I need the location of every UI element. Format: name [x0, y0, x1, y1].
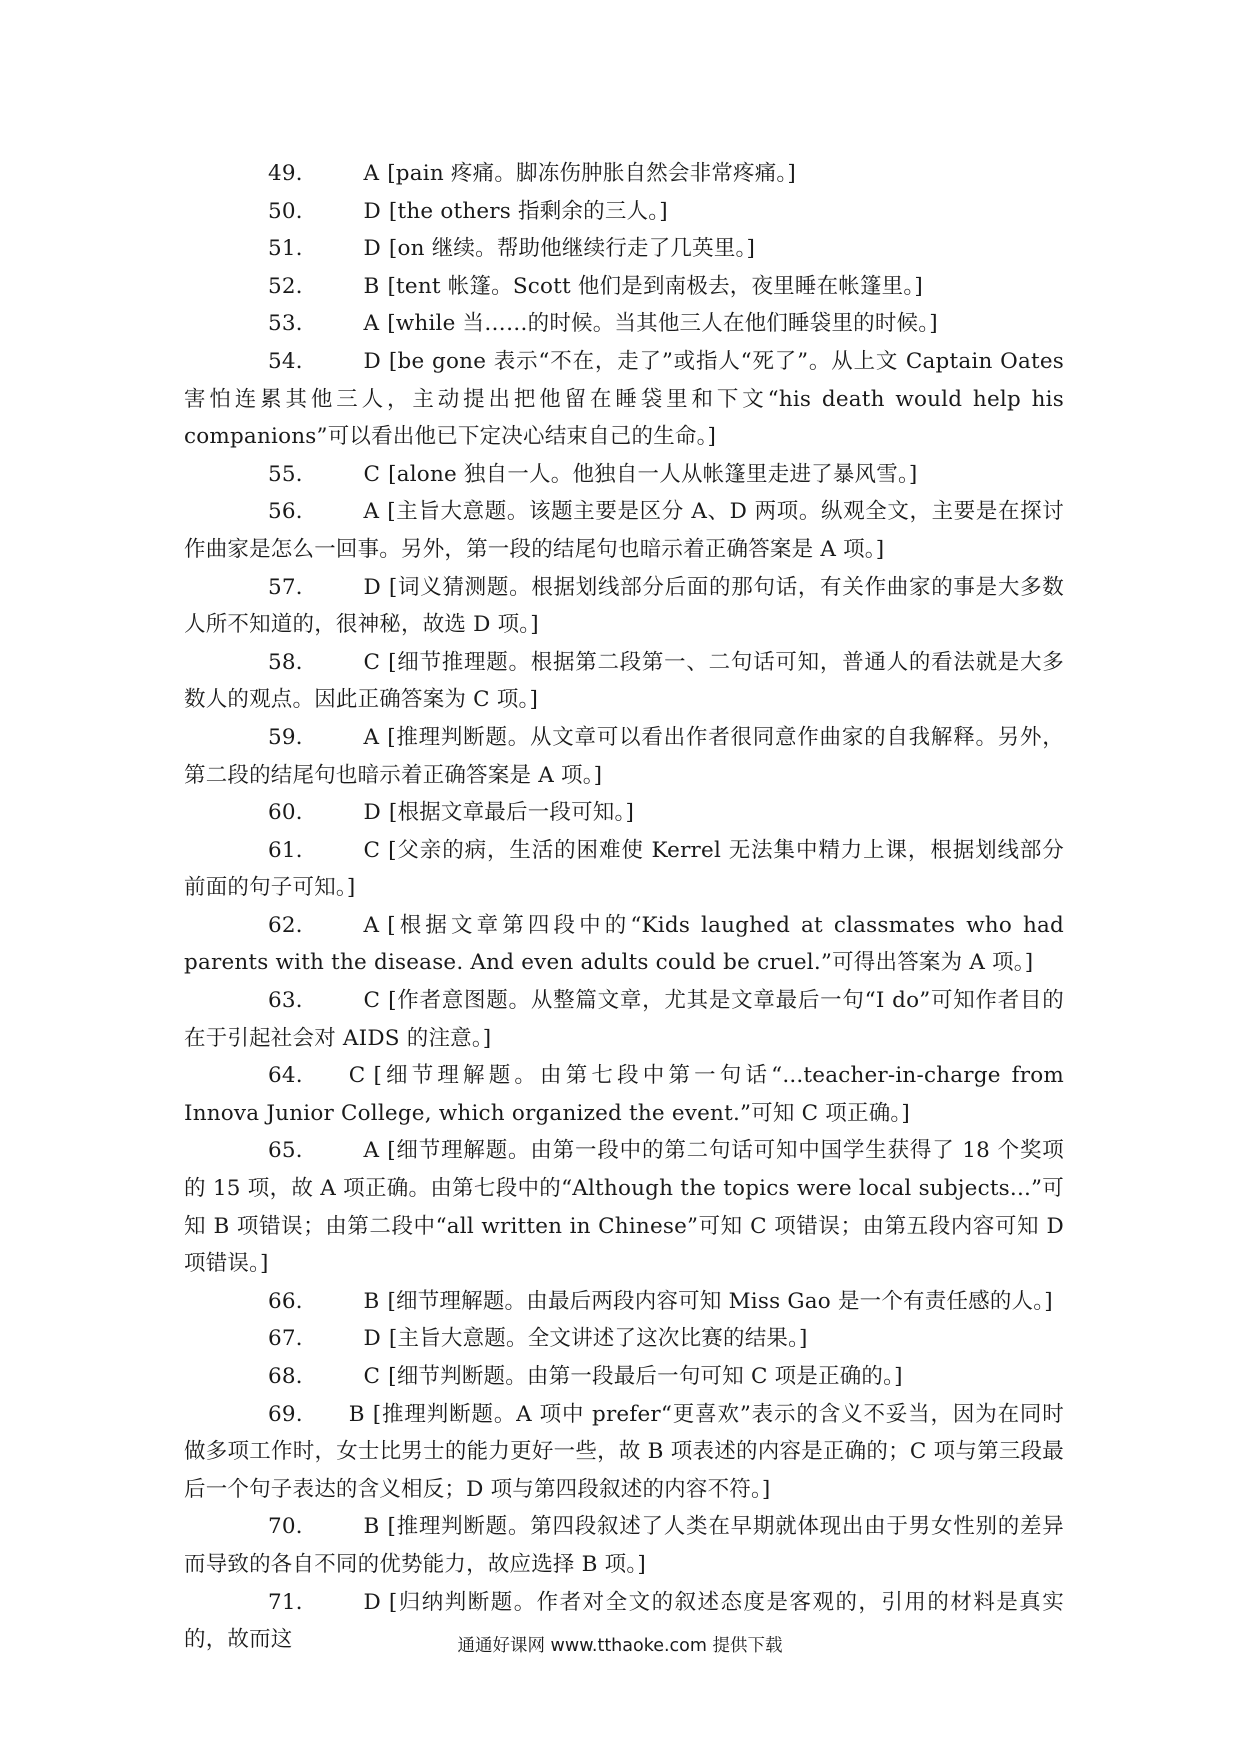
answer-letter: B: [363, 1288, 380, 1314]
answer-explanation: [作者意图题。从整篇文章，尤其是文章最后一句“I do”可知作者目的在于引起社会对 AIDS 的注意。]: [184, 988, 1064, 1051]
answer-item: [184, 493, 1064, 568]
question-number: 67．: [268, 1326, 318, 1352]
answer-letter: C: [348, 1063, 366, 1089]
answer-explanation: [alone 独自一人。他独自一人从帐篷里走进了暴风雪。]: [388, 461, 918, 487]
answer-letter: A: [363, 1138, 380, 1164]
answer-explanation: [细节判断题。由第一段最后一句可知 C 项是正确的。]: [388, 1364, 903, 1389]
answer-letter: D: [363, 198, 381, 224]
question-number: 57．: [268, 574, 318, 600]
question-number: 71．: [268, 1589, 318, 1615]
answer-explanation: [on 继续。帮助他继续行走了几英里。]: [388, 236, 756, 262]
question-number: 62．: [268, 912, 318, 938]
answer-item: [184, 1057, 1064, 1132]
answer-letter: C: [363, 649, 381, 675]
answer-letter: C: [363, 988, 381, 1014]
answer-item: [184, 1358, 1064, 1396]
answer-letter: A: [363, 311, 380, 337]
answer-explanation: [父亲的病，生活的困难使 Kerrel 无法集中精力上课，根据划线部分前面的句子可知。]: [184, 837, 1064, 901]
answer-item: [184, 982, 1064, 1057]
answer-item: [184, 644, 1064, 719]
answer-explanation: [根据文章最后一段可知。]: [388, 800, 635, 826]
question-number: 51．: [268, 236, 318, 262]
answer-item: [184, 1283, 1064, 1321]
answer-letter: D: [363, 348, 381, 374]
answer-explanation: [细节理解题。由第一段中的第二句话可知中国学生获得了 18 个奖项的 15 项，故 A 项正确。由第七段中的“Although the topics were local subjects...”可知 B 项错误；由第二段中“all written in Chinese”可知 C 项错误；由第五段内容可知 D 项错误。]: [184, 1138, 1064, 1277]
answer-explanation: [主旨大意题。该题主要是区分 A、D 两项。纵观全文，主要是在探讨作曲家是怎么一回事。另外，第一段的结尾句也暗示着正确答案是 A 项。]: [184, 499, 1064, 562]
answer-explanation: [推理判断题。从文章可以看出作者很同意作曲家的自我解释。另外，第二段的结尾句也暗示着正确答案是 A 项。]: [184, 724, 1064, 788]
answer-letter: D: [363, 1589, 381, 1615]
question-number: 61．: [268, 837, 318, 863]
answer-explanation: [归纳判断题。作者对全文的叙述态度是客观的，引用的材料是真实的，故而这: [184, 1589, 1064, 1653]
answer-letter: D: [363, 1326, 381, 1352]
answer-explanation: [the others 指剩余的三人。]: [388, 198, 668, 224]
answer-letter: B: [363, 273, 380, 299]
answer-letter: C: [363, 837, 381, 863]
answer-explanation: [词义猜测题。根据划线部分后面的那句话，有关作曲家的事是大多数人所不知道的，很神秘，故选 D 项。]: [184, 574, 1064, 638]
question-number: 58．: [268, 649, 318, 675]
answer-item: [184, 794, 1064, 832]
question-number: 59．: [268, 724, 318, 750]
answer-letter: C: [363, 1364, 381, 1389]
question-number: 56．: [268, 499, 318, 525]
answer-explanation: [推理判断题。A 项中 prefer“更喜欢”表示的含义不妥当，因为在同时做多项工作时，女士比男士的能力更好一些，故 B 项表述的内容是正确的；C 项与第三段最后一个句子表达的含义相反；D 项与第四段叙述的内容不符。]: [184, 1401, 1064, 1502]
answer-explanation: [be gone 表示“不在，走了”或指人“死了”。从上文 Captain Oates 害怕连累其他三人，主动提出把他留在睡袋里和下文“his death would help his companions”可以看出他已下定决心结束自己的生命。]: [184, 348, 1064, 450]
question-number: 63．: [268, 988, 318, 1014]
answer-letter: A: [363, 912, 380, 938]
question-number: 53．: [268, 311, 318, 337]
answer-item: [184, 719, 1064, 794]
question-number: 55．: [268, 461, 318, 487]
answer-letter: D: [363, 574, 381, 600]
page-footer: 通通好课网 www.tthaoke.com 提供下载: [457, 1636, 783, 1656]
answer-explanation: [主旨大意题。全文讲述了这次比赛的结果。]: [388, 1326, 808, 1352]
answer-explanation: [推理判断题。第四段叙述了人类在早期就体现出由于男女性别的差异而导致的各自不同的优势能力，故应选择 B 项。]: [184, 1514, 1064, 1577]
question-number: 68．: [268, 1364, 318, 1389]
answer-letter: A: [363, 724, 380, 750]
question-number: 49．: [268, 161, 318, 186]
answer-item: [184, 1508, 1064, 1583]
answer-explanation: [根据文章第四段中的“Kids laughed at classmates who had parents with the disease. And even adults could be cruel.”可得出答案为 A 项。]: [184, 912, 1064, 976]
question-number: 69.: [268, 1401, 303, 1427]
answer-letter: D: [363, 800, 381, 826]
question-number: 66．: [268, 1288, 318, 1314]
answer-letter: B: [348, 1401, 365, 1427]
answer-explanation: [tent 帐篷。Scott 他们是到南极去，夜里睡在帐篷里。]: [387, 273, 923, 299]
answer-explanation: [细节推理题。根据第二段第一、二句话可知，普通人的看法就是大多数人的观点。因此正确答案为 C 项。]: [184, 649, 1064, 713]
question-number: 52．: [268, 273, 318, 299]
answer-item: [184, 230, 1064, 268]
answer-letter: B: [363, 1514, 380, 1540]
answer-item: [184, 569, 1064, 644]
answer-item: [184, 907, 1064, 982]
answer-letter: D: [363, 236, 381, 262]
answer-item: [184, 193, 1064, 231]
answer-item: [184, 832, 1064, 907]
answer-item: [184, 305, 1064, 343]
answer-item: [184, 1320, 1064, 1358]
answer-item: [184, 456, 1064, 494]
answer-explanation: [while 当……的时候。当其他三人在他们睡袋里的时候。]: [387, 311, 938, 337]
answer-item: [184, 155, 1064, 193]
question-number: 64.: [268, 1063, 303, 1089]
answer-explanation: [pain 疼痛。脚冻伤肿胀自然会非常疼痛。]: [387, 161, 796, 186]
answer-item: [184, 1396, 1064, 1509]
answer-letter: A: [363, 499, 380, 525]
answer-item: [184, 268, 1064, 306]
answer-item: [184, 1132, 1064, 1282]
answer-letter: A: [363, 161, 380, 186]
answer-explanation: [细节理解题。由最后两段内容可知 Miss Gao 是一个有责任感的人。]: [387, 1288, 1053, 1314]
question-number: 54．: [268, 348, 318, 374]
question-number: 70．: [268, 1514, 318, 1540]
answer-key-list: [184, 155, 1064, 1659]
answer-explanation: [细节理解题。由第七段中第一句话“...teacher-in-charge from Innova Junior College, which organized the event.”可知 C 项正确。]: [184, 1063, 1064, 1126]
answer-item: [184, 343, 1064, 456]
question-number: 60．: [268, 800, 318, 826]
answer-letter: C: [363, 461, 381, 487]
question-number: 65．: [268, 1138, 318, 1164]
question-number: 50．: [268, 198, 318, 224]
